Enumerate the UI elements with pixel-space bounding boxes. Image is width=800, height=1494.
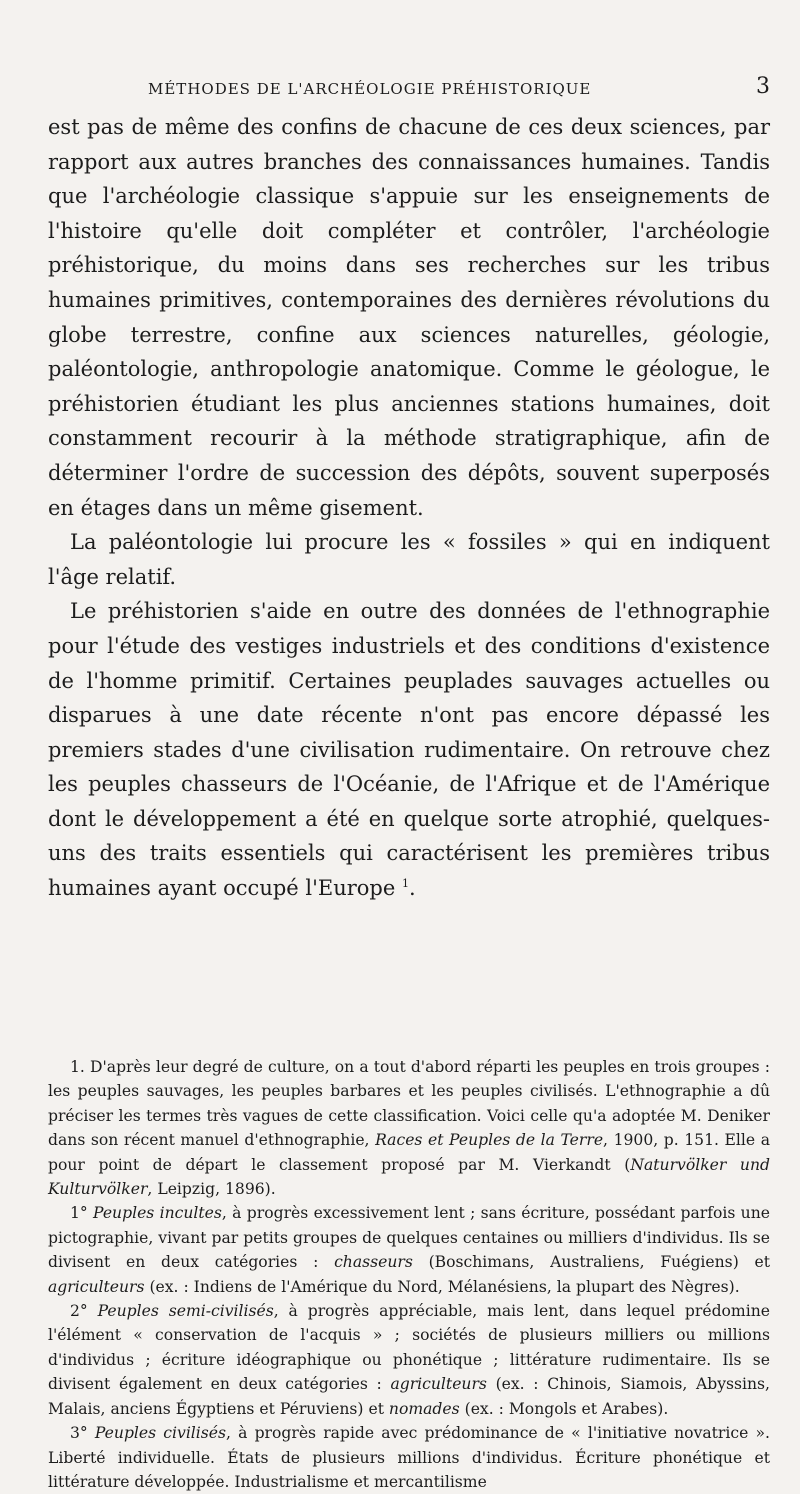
paragraph-1: est pas de même des confins de chacune de ces deux sciences, par rapport aux autres branches des connaissances humaines. Tandis que l'archéologie classique s'appuie sur les enseignements de l'histoire qu'elle doit compléter et contrôler, l'archéologie préhistorique, du moins dans ses recherches sur les tribus humaines primitives, contemporaines des dernières révolutions du globe terrestre, confine aux sciences naturelles, géologie, paléontologie, anthropologie anatomique. Comme le géologue, le préhistorien étudiant les plus anciennes stations humaines, doit constamment recourir à la méthode stratigraphique, afin de déterminer l'ordre de succession des dépôts, souvent superposés en étages dans un même gisement. <box>48 115 770 520</box>
paragraph-2: La paléontologie lui procure les « fossiles » qui en indiquent l'âge relatif. <box>48 530 770 589</box>
item-heading: Peuples civilisés <box>94 1424 227 1443</box>
footnote-item-3 <box>48 1421 770 1494</box>
item-number: 2° <box>70 1302 98 1321</box>
footnote-item-1 <box>48 1201 770 1299</box>
item-text: , à progrès excessivement lent ; sans écriture, possédant parfois une pictographie, vivant par petits groupes de quelques centaines ou milliers d'individus. Ils se divisent en deux catégories : <box>48 1204 770 1272</box>
footnotes <box>48 1055 770 1494</box>
category-term-2: agriculteurs <box>48 1277 145 1296</box>
category-term: agriculteurs <box>390 1375 487 1394</box>
book-title-2: Naturvölker und Kulturvölker <box>48 1155 770 1199</box>
running-title: MÉTHODES DE L'ARCHÉOLOGIE PRÉHISTORIQUE <box>148 80 592 98</box>
item-text-c: (ex. : Mongols et Arabes). <box>459 1399 669 1418</box>
item-heading: Peuples semi-civilisés <box>97 1302 274 1321</box>
footnote-1 <box>48 1055 770 1201</box>
item-heading: Peuples incultes <box>93 1204 222 1223</box>
footnote-1-text: 1. D'après leur degré de culture, on a tout d'abord réparti les peuples en trois groupes : les peuples sauvages, les peuples barbares et les peuples civilisés. L'ethnographie a dû préciser les termes très vagues de cette classification. Voici celle qu'a adoptée M. Deniker dans son récent manuel d'ethnographie, <box>48 1058 770 1150</box>
paragraph-3 <box>48 594 770 905</box>
footnote-ref[interactable]: 1 <box>401 877 409 891</box>
category-term-2: nomades <box>388 1399 460 1418</box>
item-number: 3° <box>70 1424 95 1443</box>
footnote-1-text-c: , Leipzig, 1896). <box>147 1180 276 1199</box>
item-text: , à progrès appréciable, mais lent, dans lequel prédomine l'élément « conservation de l'acquis » ; sociétés de plusieurs milliers ou millions d'individus ; écriture idéographique ou phonétique ; littérature rudimentaire. Ils se divisent également en deux catégories : <box>48 1302 770 1394</box>
item-text: , à progrès rapide avec prédominance de « l'initiative novatrice ». Liberté individuelle. États de plusieurs millions d'individus. Écriture phonétique et littérature développée. Industrialisme et mercantilisme <box>48 1424 770 1491</box>
category-term: chasseurs <box>334 1253 413 1272</box>
main-text <box>48 110 770 906</box>
book-title: Races et Peuples de la Terre <box>375 1131 604 1150</box>
paragraph-3-text: Le préhistorien s'aide en outre des données de l'ethnographie pour l'étude des vestiges industriels et des conditions d'existence de l'homme primitif. Certaines peuplades sauvages actuelles ou disparues à une date récente n'ont pas encore dépassé les premiers stades d'une civilisation rudimentaire. On retrouve chez les peuples chasseurs de l'Océanie, de l'Afrique et de l'Amérique dont le développement a été en quelque sorte atrophié, quelques-uns des traits essentiels qui caractérisent les premières tribus humaines ayant occupé l'Europe <box>48 599 770 901</box>
page-number: 3 <box>756 74 770 99</box>
paragraph-3-end: . <box>408 876 416 901</box>
running-head <box>0 74 800 104</box>
footnote-item-2 <box>48 1299 770 1421</box>
item-text-c: (ex. : Indiens de l'Amérique du Nord, Mélanésiens, la plupart des Nègres). <box>144 1277 740 1296</box>
item-text-b: (Boschimans, Australiens, Fuégiens) et <box>412 1253 770 1272</box>
footnote-1-text-b: , 1900, p. 151. Elle a pour point de départ le classement proposé par M. Vierkandt ( <box>48 1131 770 1174</box>
item-number: 1° <box>70 1204 94 1223</box>
item-text-b: (ex. : Chinois, Siamois, Abyssins, Malais, anciens Égyptiens et Péruviens) et <box>48 1375 770 1418</box>
